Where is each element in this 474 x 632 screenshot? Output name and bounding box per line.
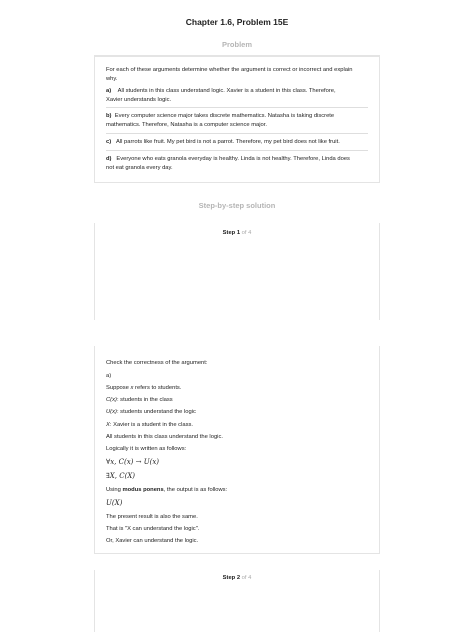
formula-universal: ∀x, C(x) → U(x) <box>106 458 160 466</box>
part-text: All parrots like fruit. My pet bird is not a parrot. Therefore, my pet bird does not like fruit. <box>116 139 340 145</box>
part-label: d) <box>106 156 112 162</box>
separator <box>106 107 368 108</box>
problem-intro-line2: why. <box>106 75 118 82</box>
step-1-box-top <box>94 223 380 320</box>
step-1-bottomline <box>94 553 380 554</box>
part-text: All students in this class understand logic. Xavier is a student in this class. Therefore, <box>117 88 336 94</box>
part-label: c) <box>106 139 112 145</box>
solution-u-definition <box>106 409 368 415</box>
problem-box-topbar <box>94 55 380 57</box>
problem-heading: Problem <box>221 40 252 49</box>
suppose-var: x <box>130 385 134 391</box>
suppose-pre: Suppose <box>106 385 129 391</box>
separator <box>106 150 368 151</box>
solution-present: The present result is also the same. <box>106 514 198 520</box>
page-title: Chapter 1.6, Problem 15E <box>185 17 289 27</box>
suppose-post: refers to students. <box>135 385 182 391</box>
solution-or: Or, Xavier can understand the logic. <box>106 538 199 544</box>
step-2-label <box>0 575 474 581</box>
u-symbol: U(x) <box>106 409 117 415</box>
problem-intro-line1: For each of these arguments determine whether the argument is correct or incorrect and explain <box>106 67 353 73</box>
problem-part-b <box>106 112 368 129</box>
solution-all-students: All students in this class understand the logic. <box>106 434 223 440</box>
step-label-text: Step 1 <box>222 230 241 236</box>
formula-result: U(X) <box>106 499 123 507</box>
step-label-text: Step 2 <box>222 575 241 581</box>
x-text: : Xavier is a student in the class. <box>109 422 194 428</box>
problem-part-c <box>106 138 368 147</box>
part-text-cont: not eat granola every day. <box>106 164 173 171</box>
step-count: of 4 <box>241 575 252 581</box>
using-post: , the output is as follows: <box>163 487 228 493</box>
modus-ponens: modus ponens <box>122 487 164 493</box>
part-text-cont: Xavier understands logic. <box>106 96 172 103</box>
problem-intro <box>106 66 368 83</box>
solution-c-definition <box>106 397 368 403</box>
c-symbol: C(x) <box>106 397 117 403</box>
step-count: of 4 <box>241 230 252 236</box>
part-text: Everyone who eats granola everyday is healthy. Linda is not healthy. Therefore, Linda does <box>116 156 350 162</box>
solution-check: Check the correctness of the argument: <box>106 360 208 366</box>
step-1-label <box>0 230 474 236</box>
separator <box>106 133 368 134</box>
using-pre: Using <box>106 487 121 493</box>
problem-part-a <box>106 87 368 104</box>
part-text-cont: mathematics. Therefore, Natasha is a computer science major. <box>106 121 267 128</box>
part-text: Every computer science major takes discrete mathematics. Natasha is taking discrete <box>114 113 335 119</box>
solution-that-is: That is "X can understand the logic". <box>106 526 200 532</box>
part-label: a) <box>106 88 112 94</box>
solution-logically: Logically it is written as follows: <box>106 446 187 452</box>
solution-x-definition <box>106 422 368 428</box>
x-symbol: X <box>106 422 110 428</box>
u-text: : students understand the logic <box>116 409 196 415</box>
c-text: : students in the class <box>116 397 173 403</box>
solution-suppose <box>106 385 368 391</box>
solution-heading: Step-by-step solution <box>198 201 276 210</box>
solution-part-label: a) <box>106 373 112 379</box>
part-label: b) <box>106 113 112 119</box>
formula-existential: ∃X, C(X) <box>106 472 136 480</box>
solution-using <box>106 487 368 493</box>
problem-part-d <box>106 155 368 172</box>
